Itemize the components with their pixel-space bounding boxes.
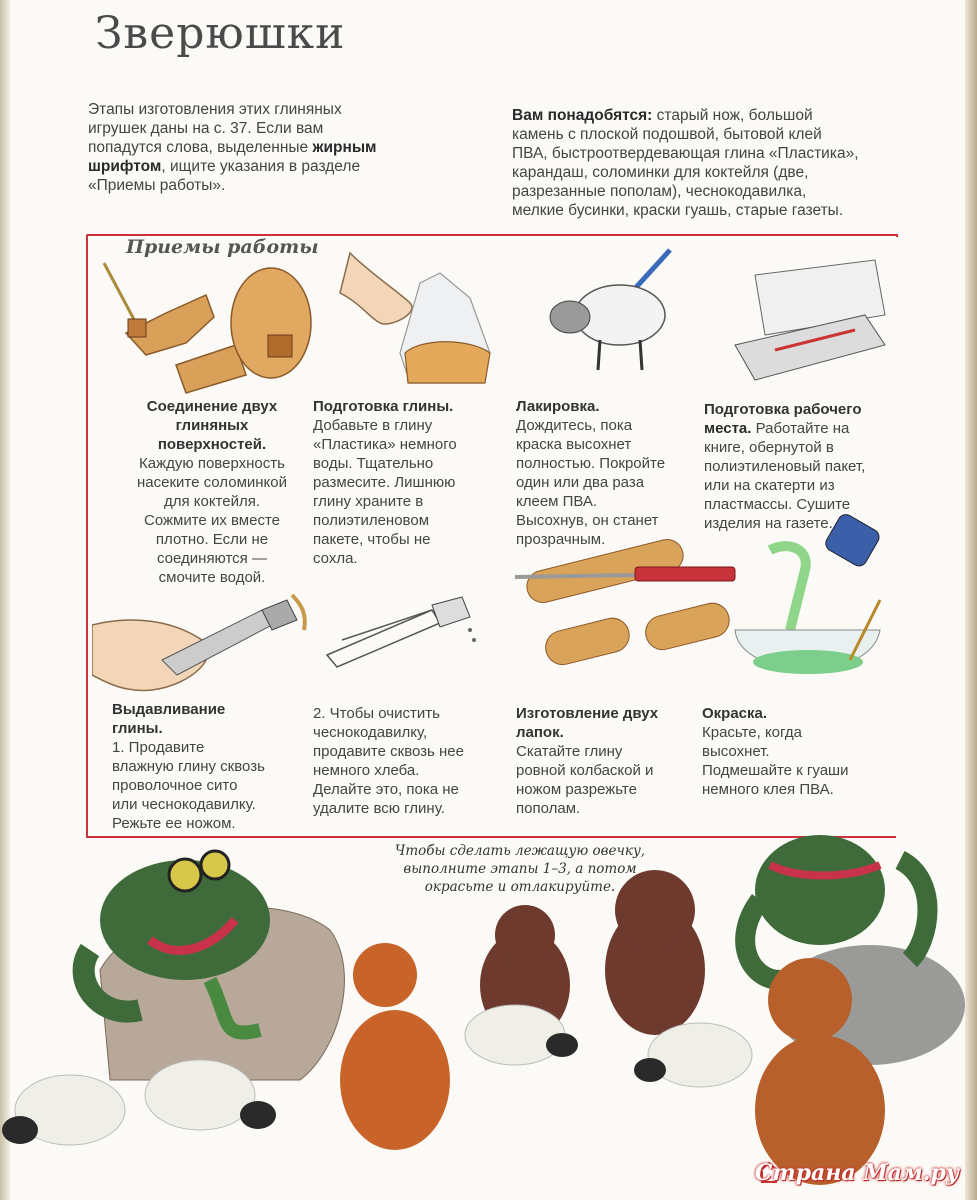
step-heading: Подготовка рабочего — [704, 401, 862, 418]
intro-line: игрушек даны на с. 37. Если вам — [88, 120, 324, 137]
rolling-clay-illustration — [505, 535, 745, 695]
step-heading: лапок. — [516, 724, 564, 741]
step-line: высохнет. — [702, 743, 770, 760]
step-varnishing — [516, 397, 701, 549]
intro-line: попадутся слова, выделенные — [88, 139, 313, 156]
painting-illustration — [730, 510, 890, 690]
page-title: Зверюшки — [95, 8, 346, 59]
step-line: один или два раза — [516, 474, 645, 491]
step-line: «Пластика» немного — [313, 436, 457, 453]
step-line: соединяются — — [157, 550, 267, 567]
step-line: Высохнув, он станет — [516, 512, 659, 529]
step-line: книге, обернутой в — [704, 439, 834, 456]
step-legs — [516, 704, 706, 818]
step-line: глину храните в — [313, 493, 424, 510]
step-line: сохла. — [313, 550, 358, 567]
step-line: ножом разрежьте — [516, 781, 637, 798]
step-line: пакете, чтобы не — [313, 531, 431, 548]
step-line: продавите сквозь нее — [313, 743, 464, 760]
step-line: размесите. Лишнюю — [313, 474, 456, 491]
step-line: прозрачным. — [516, 531, 606, 548]
step-heading: глиняных — [175, 417, 249, 434]
step-heading: Лакировка. — [516, 398, 600, 415]
garlic-press-hand-illustration — [92, 585, 317, 700]
photo-caption — [370, 842, 670, 896]
varnishing-illustration — [540, 245, 690, 385]
materials-line: камень с плоской подошвой, бытовой клей — [512, 126, 822, 143]
step-joining — [112, 397, 312, 587]
step-line: полиэтиленовый пакет, — [704, 458, 866, 475]
garlic-press-illustration — [322, 585, 482, 675]
watermark-text: Страна Мам.ру — [754, 1160, 959, 1186]
step-line: Режьте ее ножом. — [112, 815, 236, 832]
step-heading: Подготовка глины. — [313, 398, 454, 415]
step-line: проволочное сито — [112, 777, 238, 794]
step-painting — [702, 704, 887, 799]
joining-clay-illustration — [96, 255, 316, 400]
step-line: смочите водой. — [158, 569, 266, 586]
step-line: или чеснокодавилку. — [112, 796, 256, 813]
materials-line: старый нож, большой — [652, 107, 813, 124]
step-line: пластмассы. Сушите — [704, 496, 851, 513]
step-line: плотно. Если не — [155, 531, 269, 548]
techniques-title: Приемы работы — [120, 236, 325, 258]
materials-line: мелкие бусинки, краски гуашь, старые газеты. — [512, 202, 844, 219]
materials-paragraph — [512, 106, 907, 220]
step-line: Дождитесь, пока — [516, 417, 633, 434]
step-line: насеките соломинкой — [137, 474, 287, 491]
workspace-illustration — [725, 255, 895, 385]
step-line: немного клея ПВА. — [702, 781, 834, 798]
intro-bold-word: жирным — [312, 139, 377, 156]
intro-line: «Приемы работы». — [88, 177, 226, 194]
step-line: удалите всю глину. — [313, 800, 445, 817]
caption-line: Чтобы сделать лежащую овечку, — [394, 843, 646, 859]
step-line: Делайте это, пока не — [313, 781, 459, 798]
intro-line: Этапы изготовления этих глиняных — [88, 101, 342, 118]
step-preparing — [313, 397, 498, 568]
preparing-clay-illustration — [330, 243, 510, 393]
step-heading: Выдавливание — [112, 701, 226, 718]
step-line: Красьте, когда — [702, 724, 802, 741]
materials-line: карандаш, соломинки для коктейля (две, — [512, 164, 809, 181]
step-line: ровной колбаской и — [516, 762, 654, 779]
step-line: Работайте на — [751, 420, 850, 437]
step-line: клеем ПВА. — [516, 493, 598, 510]
step-line: 1. Продавите — [112, 739, 205, 756]
step-line: для коктейля. — [163, 493, 261, 510]
step-line: краска высохнет — [516, 436, 632, 453]
step-heading: Окраска. — [702, 705, 768, 722]
step-extruding — [112, 700, 312, 833]
step-heading: Изготовление двух — [516, 705, 659, 722]
step-line: воды. Тщательно — [313, 455, 434, 472]
intro-paragraph — [88, 100, 448, 195]
materials-line: ПВА, быстроотвердевающая глина «Пластика», — [512, 145, 859, 162]
step-line: Сожмите их вместе — [144, 512, 280, 529]
step-heading: места. — [704, 420, 752, 437]
step-heading: Соединение двух — [146, 398, 278, 415]
materials-line: разрезанные пополам), чеснокодавилка, — [512, 183, 807, 200]
step-line: чеснокодавилку, — [313, 724, 428, 741]
materials-label: Вам понадобятся: — [512, 107, 653, 124]
step-line: немного хлеба. — [313, 762, 420, 779]
step-line: полностью. Покройте — [516, 455, 666, 472]
step-line: Подмешайте к гуаши — [702, 762, 849, 779]
step-line: Каждую поверхность — [139, 455, 285, 472]
step-line: 2. Чтобы очистить — [313, 705, 440, 722]
step-heading: поверхностей. — [157, 436, 267, 453]
intro-line: , ищите указания в разделе — [161, 158, 361, 175]
step-line: или на скатерти из — [704, 477, 835, 494]
step-line: Скатайте глину — [516, 743, 623, 760]
caption-line: выполните этапы 1–3, а потом — [403, 861, 637, 877]
step-cleaning — [313, 704, 503, 818]
step-line: полиэтиленовом — [313, 512, 430, 529]
step-line: изделия на газете. — [704, 515, 833, 532]
step-heading: глины. — [112, 720, 163, 737]
step-line: Добавьте в глину — [313, 417, 433, 434]
step-line: пополам. — [516, 800, 581, 817]
step-line: влажную глину сквозь — [112, 758, 265, 775]
caption-line: окрасьте и отлакируйте. — [424, 879, 616, 895]
intro-bold-word: шрифтом — [88, 158, 162, 175]
